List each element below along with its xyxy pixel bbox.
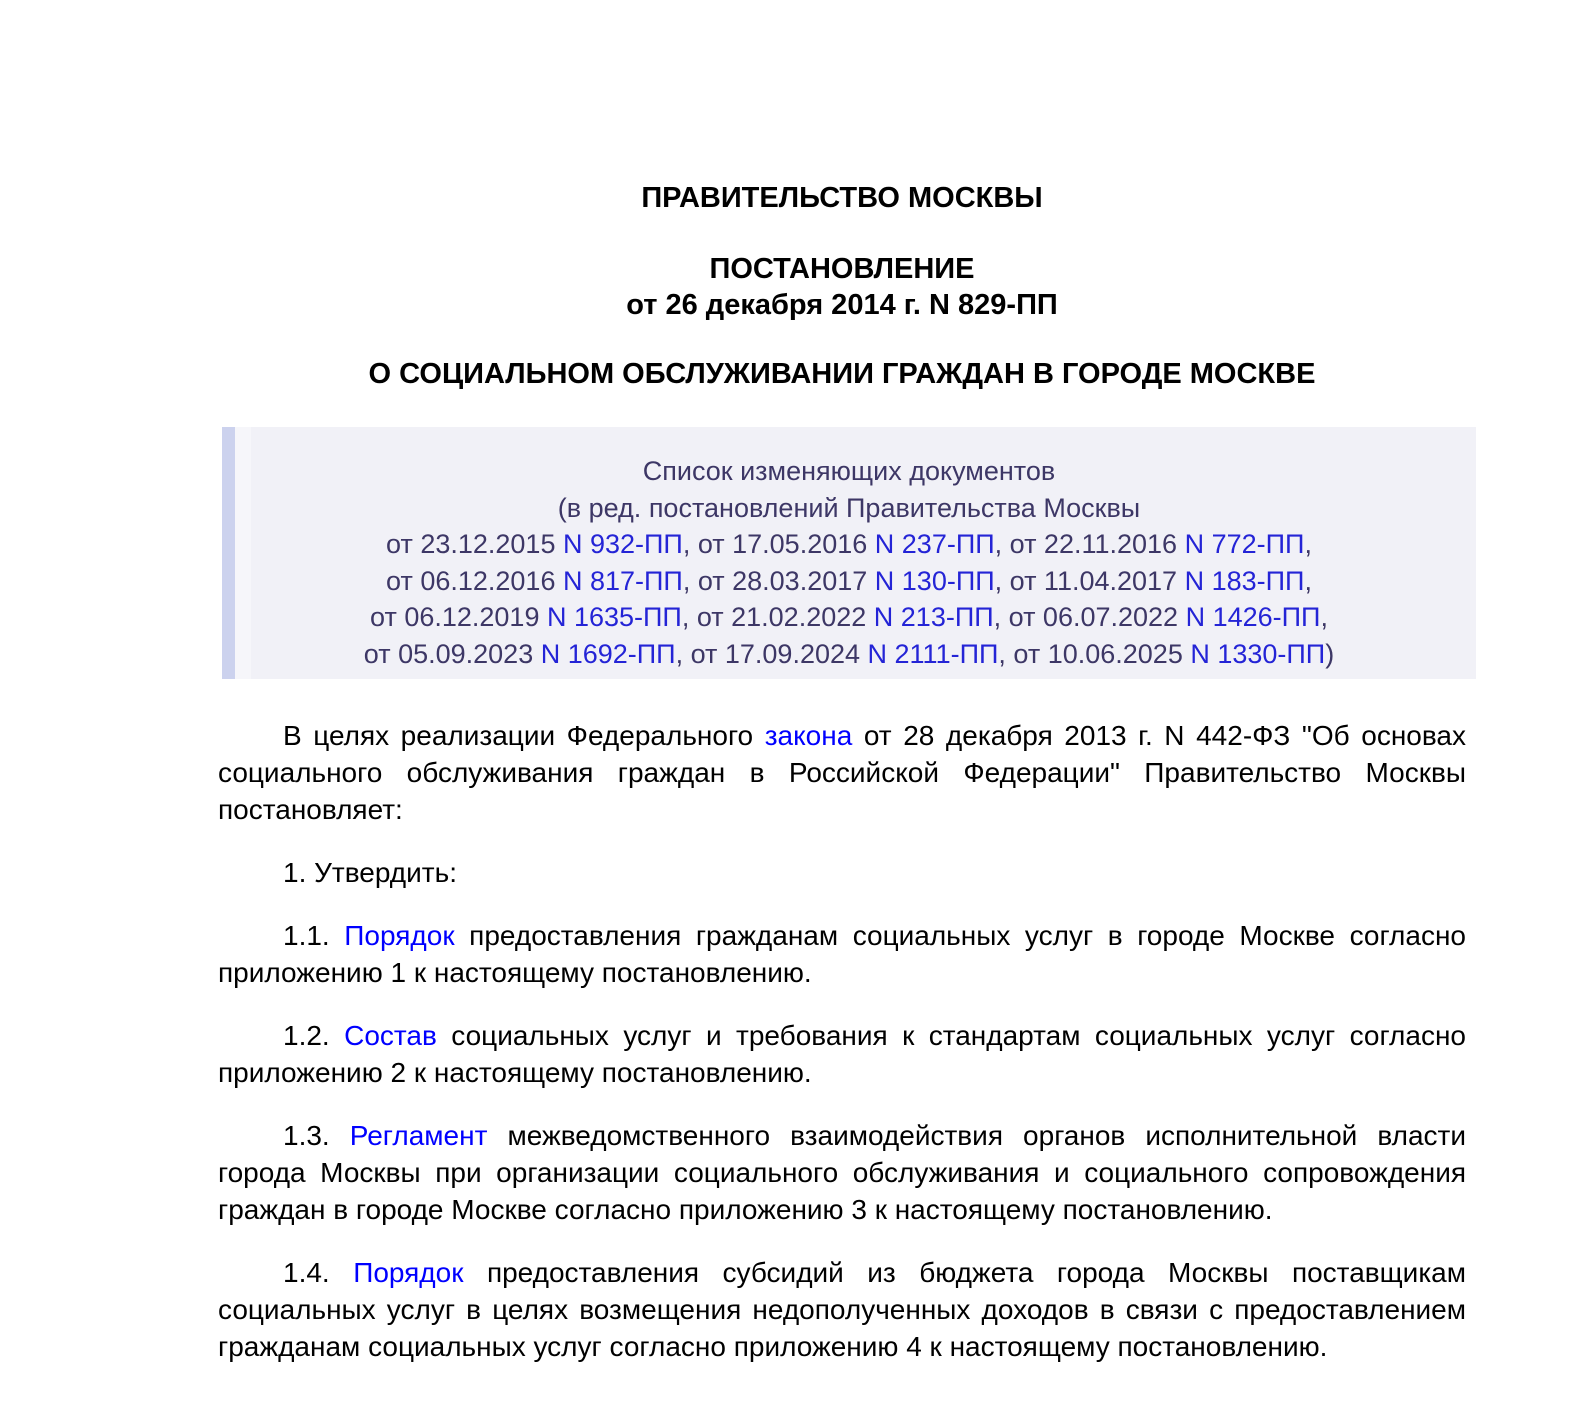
text-run: , от 10.06.2025 [998, 638, 1191, 669]
text-run: ) [1325, 638, 1335, 669]
document-link[interactable]: N 1426-ПП [1185, 602, 1321, 632]
document-link[interactable]: Регламент [349, 1120, 488, 1151]
document-link[interactable]: Порядок [353, 1257, 464, 1288]
text-run: , [1304, 529, 1312, 559]
text-run: 1.1. [283, 920, 345, 951]
text-run: межведомственного взаимодействия органов исполнительной власти города Москвы при организации социального обслуживания и социального сопровождения граждан в городе Москве согласно приложению 3 к настоящему постановлению. [218, 1120, 1466, 1225]
text-run: предоставления субсидий из бюджета города Москвы поставщикам социальных услуг в целях возмещения недополученных доходов в связи с предоставлением гражданам социальных услуг согласно приложению 4 к настоящему постановлению. [218, 1257, 1466, 1362]
amendments-line [222, 636, 1476, 673]
organization-title: ПРАВИТЕЛЬСТВО МОСКВЫ [641, 182, 1043, 214]
amendments-left-bar [222, 427, 235, 679]
document-link[interactable]: N 1330-ПП [1190, 638, 1326, 669]
doc-type-block [218, 251, 1466, 323]
text-run: от 06.12.2019 [370, 602, 547, 632]
text-run: , [1304, 565, 1312, 596]
text-run: социальных услуг и требования к стандартам социальных услуг согласно приложению 2 к настоящему постановлению. [218, 1020, 1466, 1088]
body-paragraph [218, 1117, 1466, 1228]
body-paragraph [218, 1254, 1466, 1365]
text-run: 1.4. [283, 1257, 354, 1288]
body-paragraph [218, 917, 1466, 991]
text-run: , от 21.02.2022 [681, 602, 874, 632]
document-link[interactable]: N 2111-ПП [867, 638, 999, 669]
text-run: , от 06.07.2022 [993, 602, 1186, 632]
document-link[interactable]: закона [764, 720, 853, 751]
body-paragraphs [218, 717, 1466, 1365]
text-run: , от 11.04.2017 [994, 565, 1185, 596]
text-run: 1.3. [283, 1120, 350, 1151]
document-link[interactable]: Состав [344, 1020, 437, 1051]
amendments-line [222, 526, 1476, 563]
doc-date-number: от 26 декабря 2014 г. N 829-ПП [626, 289, 1058, 321]
doc-title: О СОЦИАЛЬНОМ ОБСЛУЖИВАНИИ ГРАЖДАН В ГОРОДЕ МОСКВЕ [368, 358, 1316, 390]
text-run: , [1320, 602, 1328, 632]
text-run: В целях реализации Федерального [283, 720, 765, 751]
text-run: от 06.12.2016 [386, 565, 563, 596]
body-paragraph [218, 717, 1466, 828]
text-run: 1. Утвердить: [283, 857, 457, 888]
document-link[interactable]: N 1635-ПП [546, 602, 682, 632]
body-paragraph [218, 1017, 1466, 1091]
text-run: предоставления гражданам социальных услуг в городе Москве согласно приложению 1 к настоящему постановлению. [218, 920, 1466, 988]
amendments-line [222, 563, 1476, 600]
document-link[interactable]: Порядок [344, 920, 455, 951]
text-run: 1.2. [283, 1020, 345, 1051]
text-run: (в ред. постановлений Правительства Москвы [557, 492, 1141, 523]
text-run: , от 17.09.2024 [675, 638, 868, 669]
document-link[interactable]: N 1692-ПП [540, 638, 676, 669]
text-run: , от 17.05.2016 [682, 529, 875, 559]
doc-type: ПОСТАНОВЛЕНИЕ [709, 253, 975, 285]
document-link[interactable]: N 932-ПП [562, 529, 683, 559]
document-link[interactable]: N 213-ПП [873, 602, 994, 632]
amendments-line [222, 490, 1476, 527]
amendments-line [222, 599, 1476, 636]
document-content [218, 0, 1466, 1365]
text-run: от 05.09.2023 [363, 638, 541, 669]
document-link[interactable]: N 183-ПП [1184, 565, 1305, 596]
document-link[interactable]: N 772-ПП [1184, 529, 1305, 559]
text-run: , от 28.03.2017 [682, 565, 875, 596]
document-link[interactable]: N 237-ПП [874, 529, 995, 559]
amendments-lines [222, 453, 1476, 672]
amendments-left-bar-inner [235, 427, 251, 679]
amendments-line [222, 453, 1476, 490]
text-run: Список изменяющих документов [642, 456, 1056, 486]
amendments-box [222, 427, 1476, 679]
text-run: , от 22.11.2016 [994, 529, 1185, 559]
document-link[interactable]: N 130-ПП [874, 565, 995, 596]
text-run: от 28 декабря 2013 г. N 442-ФЗ "Об основах социального обслуживания граждан в Российской Федерации" Правительство Москвы постановляет: [218, 720, 1466, 825]
document-link[interactable]: N 817-ПП [562, 565, 683, 596]
body-paragraph [218, 854, 1466, 891]
text-run: от 23.12.2015 [386, 529, 563, 559]
